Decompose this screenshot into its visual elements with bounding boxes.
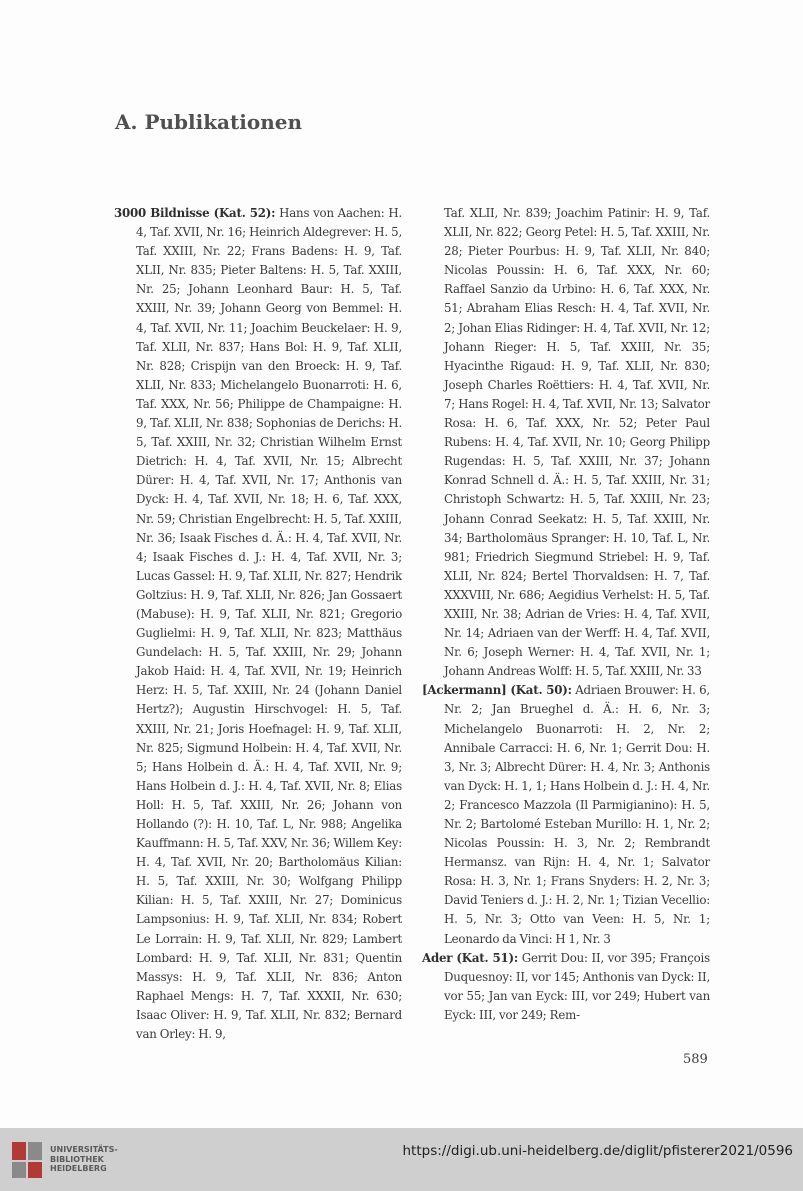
entry-text: Gerrit Dou: II, vor 395; François Duquesnoy: II, vor 145; Anthonis van Dyck: II, vor 55; Jan van Eyck: III, vor 249; Hubert van Eyck: III, vor 249; Rem- [444,950,710,1022]
permalink-url[interactable]: https://digi.ub.uni-heidelberg.de/diglit/pfisterer2021/0596 [402,1143,793,1159]
index-entry [422,681,710,948]
right-column [422,204,710,1025]
library-seal-icon [10,1140,46,1180]
footer-bar [0,1128,803,1191]
library-logo-text [50,1145,118,1174]
logo-line: BIBLIOTHEK [50,1154,104,1164]
page-number: 589 [683,1052,708,1067]
entry-text: Hans von Aachen: H. 4, Taf. XVII, Nr. 16; Heinrich Aldegrever: H. 5, Taf. XXIII, Nr. 22; Frans Badens: H. 9, Taf. XLII, Nr. 835; Pieter Baltens: H. 5, Taf. XXIII, Nr. 25; Johann Leonhard Baur: H. 5, Taf. XXIII, Nr. 39; Johann Georg von Bemmel: H. 4, Taf. XVII, Nr. 11; Joachim Beuckelaer: H. 9, Taf. XLII, Nr. 837; Hans Bol: H. 9, Taf. XLII, Nr. 828; Crispijn van den Broeck: H. 9, Taf. XLII, Nr. 833; Michelangelo Buonarroti: H. 6, Taf. XXX, Nr. 56; Philippe de Champaigne: H. 9, Taf. XLII, Nr. 838; Sophonias de Derichs: H. 5, Taf. XXIII, Nr. 32; Christian Wilhelm Ernst Dietrich: H. 4, Taf. XVII, Nr. 15; Albrecht Dürer: H. 4, Taf. XVII, Nr. 17; Anthonis van Dyck: H. 4, Taf. XVII, Nr. 18; H. 6, Taf. XXX, Nr. 59; Christian Engelbrecht: H. 5, Taf. XXIII, Nr. 36; Isaak Fisches d. Ä.: H. 4, Taf. XVII, Nr. 4; Isaak Fisches d. J.: H. 4, Taf. XVII, Nr. 3; Lucas Gassel: H. 9, Taf. XLII, Nr. 827; Hendrik Goltzius: H. 9, Taf. XLII, Nr. 826; Jan Gossaert (Mabuse): H. 9, Taf. XLII, Nr. 821; Gregorio Guglielmi: H. 9, Taf. XLII, Nr. 823; Matthäus Gundelach: H. 5, Taf. XXIII, Nr. 29; Johann Jakob Haid: H. 4, Taf. XVII, Nr. 19; Heinrich Herz: H. 5, Taf. XXIII, Nr. 24 (Johann Daniel Hertz?); Augustin Hirschvogel: H. 5, Taf. XXIII, Nr. 21; Joris Hoefnagel: H. 9, Taf. XLII, Nr. 825; Sigmund Holbein: H. 4, Taf. XVII, Nr. 5; Hans Holbein d. Ä.: H. 4, Taf. XVII, Nr. 9; Hans Holbein d. J.: H. 4, Taf. XVII, Nr. 8; Elias Holl: H. 5, Taf. XXIII, Nr. 26; Johann von Hollando (?): H. 10, Taf. L, Nr. 988; Angelika Kauffmann: H. 5, Taf. XXV, Nr. 36; Willem Key: H. 4, Taf. XVII, Nr. 20; Bartholomäus Kilian: H. 5, Taf. XXIII, Nr. 30; Wolfgang Philipp Kilian: H. 5, Taf. XXIII, Nr. 27; Dominicus Lampsonius: H. 9, Taf. XLII, Nr. 834; Robert Le Lorrain: H. 9, Taf. XLII, Nr. 829; Lambert Lombard: H. 9, Taf. XLII, Nr. 831; Quentin Massys: H. 9, Taf. XLII, Nr. 836; Anton Raphael Mengs: H. 7, Taf. XXXII, Nr. 630; Isaac Oliver: H. 9, Taf. XLII, Nr. 832; Bernard van Orley: H. 9, [136,206,403,1042]
logo-line: HEIDELBERG [50,1164,107,1173]
left-column [114,204,402,1044]
index-entry-continued [422,204,710,681]
library-logo[interactable] [10,1138,130,1182]
index-entry [422,949,710,1025]
entry-lemma: [Ackermann] (Kat. 50): [422,683,572,698]
entry-text: Adriaen Brouwer: H. 6, Nr. 2; Jan Brueghel d. Ä.: H. 6, Nr. 3; Michelangelo Buonarroti: H. 2, Nr. 2; Annibale Carracci: H. 6, Nr. 1; Gerrit Dou: H. 3, Nr. 3; Albrecht Dürer: H. 4, Nr. 3; Anthonis van Dyck: H. 1, 1; Hans Holbein d. J.: H. 4, Nr. 2; Francesco Mazzola (Il Parmigianino): H. 5, Nr. 2; Bartolomé Esteban Murillo: H. 1, Nr. 2; Nicolas Poussin: H. 3, Nr. 2; Rembrandt Hermansz. van Rijn: H. 4, Nr. 1; Salvator Rosa: H. 3, Nr. 1; Frans Snyders: H. 2, Nr. 3; David Teniers d. J.: H. 2, Nr. 1; Tizian Vecellio: H. 5, Nr. 3; Otto van Veen: H. 5, Nr. 1; Leonardo da Vinci: H 1, Nr. 3 [444,683,710,946]
entry-lemma: 3000 Bildnisse (Kat. 52): [114,206,276,220]
logo-line: UNIVERSITÄTS- [50,1145,118,1154]
index-entry [114,204,402,1044]
section-heading: A. Publikationen [115,110,303,134]
entry-text: Taf. XLII, Nr. 839; Joachim Patinir: H. 9, Taf. XLII, Nr. 822; Georg Petel: H. 5, Taf. XXIII, Nr. 28; Pieter Pourbus: H. 9, Taf. XLII, Nr. 840; Nicolas Poussin: H. 6, Taf. XXX, Nr. 60; Raffael Sanzio da Urbino: H. 6, Taf. XXX, Nr. 51; Abraham Elias Resch: H. 4, Taf. XVII, Nr. 2; Johan Elias Ridinger: H. 4, Taf. XVII, Nr. 12; Johann Rieger: H. 5, Taf. XXIII, Nr. 35; Hyacinthe Rigaud: H. 9, Taf. XLII, Nr. 830; Joseph Charles Roëttiers: H. 4, Taf. XVII, Nr. 7; Hans Rogel: H. 4, Taf. XVII, Nr. 13; Salvator Rosa: H. 6, Taf. XXX, Nr. 52; Peter Paul Rubens: H. 4, Taf. XVII, Nr. 10; Georg Philipp Rugendas: H. 5, Taf. XXIII, Nr. 37; Johann Konrad Schnell d. Ä.: H. 5, Taf. XXIII, Nr. 31; Christoph Schwartz: H. 5, Taf. XXIII, Nr. 23; Johann Conrad Seekatz: H. 5, Taf. XXIII, Nr. 34; Bartholomäus Spranger: H. 10, Taf. L, Nr. 981; Friedrich Siegmund Striebel: H. 9, Taf. XLII, Nr. 824; Bertel Thorvaldsen: H. 7, Taf. XXXVIII, Nr. 686; Aegidius Verhelst: H. 5, Taf. XXIII, Nr. 38; Adrian de Vries: H. 4, Taf. XVII, Nr. 14; Adriaen van der Werff: H. 4, Taf. XVII, Nr. 6; Joseph Werner: H. 4, Taf. XVII, Nr. 1; Johann Andreas Wolff: H. 5, Taf. XXIII, Nr. 33 [444,206,710,679]
entry-lemma: Ader (Kat. 51): [422,950,519,965]
